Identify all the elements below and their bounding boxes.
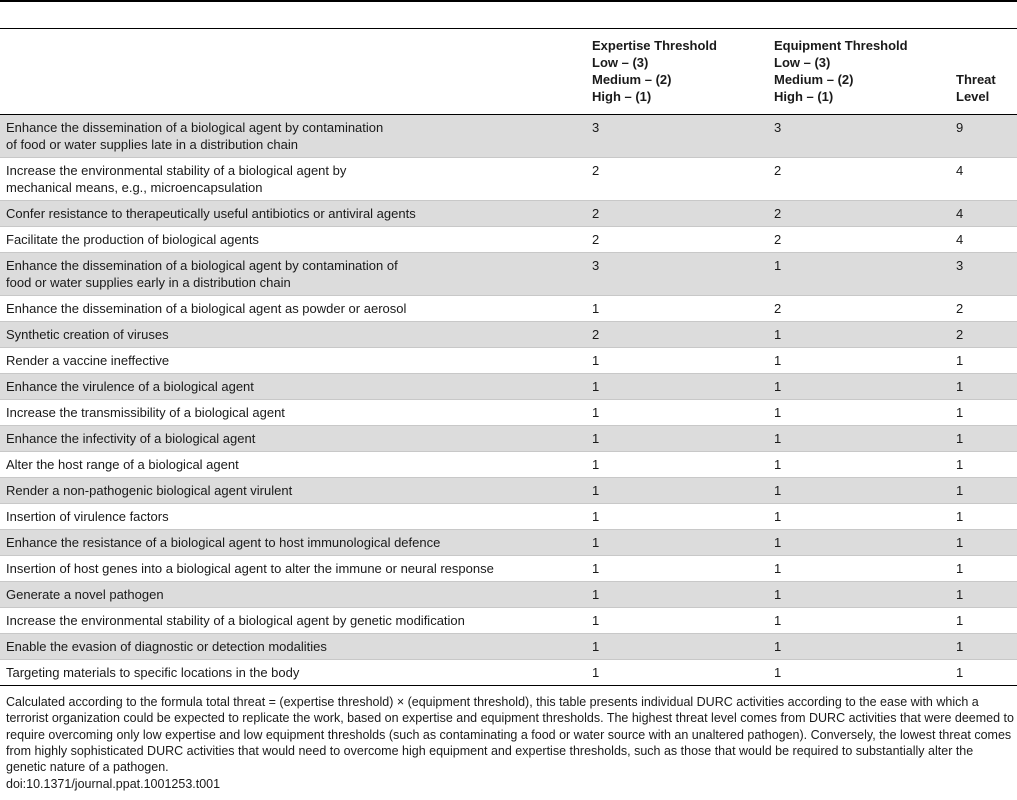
activity-text-line: Generate a novel pathogen: [6, 587, 164, 602]
threat-level-cell: 1: [950, 348, 1017, 374]
equipment-threshold-cell: 1: [768, 426, 950, 452]
header-expertise-medium: Medium – (2): [592, 72, 672, 87]
header-level-word: Level: [956, 89, 990, 104]
equipment-threshold-cell: 1: [768, 660, 950, 686]
threat-level-cell: 1: [950, 400, 1017, 426]
table-row: [0, 452, 1017, 478]
threat-level-cell: 1: [950, 582, 1017, 608]
equipment-threshold-cell: 1: [768, 348, 950, 374]
threat-level-cell: 1: [950, 426, 1017, 452]
table-row: [0, 582, 1017, 608]
expertise-threshold-cell: 1: [586, 608, 768, 634]
expertise-threshold-cell: 1: [586, 400, 768, 426]
header-equipment-high: High – (1): [774, 89, 834, 104]
expertise-threshold-cell: 1: [586, 582, 768, 608]
equipment-threshold-cell: 1: [768, 452, 950, 478]
equipment-threshold-cell: 1: [768, 530, 950, 556]
header-threat-word: Threat: [956, 72, 996, 87]
activity-text-line: Increase the environmental stability of a biological agent by genetic modification: [6, 613, 465, 628]
table-row: [0, 478, 1017, 504]
activity-cell: [0, 322, 586, 348]
activity-text-line: of food or water supplies late in a distribution chain: [6, 137, 298, 152]
header-expertise-high: High – (1): [592, 89, 652, 104]
expertise-threshold-cell: 1: [586, 634, 768, 660]
activity-cell: [0, 530, 586, 556]
expertise-threshold-cell: 1: [586, 530, 768, 556]
threat-level-cell: 1: [950, 478, 1017, 504]
equipment-threshold-cell: 2: [768, 296, 950, 322]
activity-text-line: Insertion of host genes into a biological agent to alter the immune or neural response: [6, 561, 494, 576]
durc-threat-table: [0, 28, 1017, 686]
activity-cell: [0, 374, 586, 400]
activity-cell: [0, 452, 586, 478]
equipment-threshold-cell: 1: [768, 556, 950, 582]
equipment-threshold-cell: 2: [768, 158, 950, 201]
equipment-threshold-cell: 1: [768, 253, 950, 296]
activity-text-line: Targeting materials to specific locations in the body: [6, 665, 300, 680]
table-row: [0, 608, 1017, 634]
activity-text-line: Enhance the virulence of a biological agent: [6, 379, 254, 394]
table-caption: Calculated according to the formula total threat = (expertise threshold) × (equipment threshold), this table presents individual DURC activities according to the ease with which a terrorist organization could be expected to replicate the work, based on expertise and equipment thresholds. The highest threat level comes from DURC activities that were deemed to require overcoming only low expertise and low equipment thresholds (such as contaminating a food or water source with an unaltered pathogen). Conversely, the lowest threat comes from highly sophisticated DURC activities that would need to overcome high equipment and expertise thresholds, such as those that would be required to substantially alter the genetic nature of a pathogen.: [6, 695, 1014, 775]
activity-cell: [0, 426, 586, 452]
expertise-threshold-cell: 1: [586, 452, 768, 478]
header-equipment-medium: Medium – (2): [774, 72, 854, 87]
equipment-threshold-cell: 1: [768, 608, 950, 634]
table-row: [0, 374, 1017, 400]
equipment-threshold-cell: 1: [768, 582, 950, 608]
activity-text-line: Enhance the infectivity of a biological agent: [6, 431, 256, 446]
table-row: [0, 115, 1017, 158]
threat-level-cell: 3: [950, 253, 1017, 296]
threat-level-cell: 1: [950, 608, 1017, 634]
expertise-threshold-cell: 1: [586, 348, 768, 374]
expertise-threshold-cell: 2: [586, 322, 768, 348]
header-expertise-title: Expertise Threshold: [592, 38, 717, 53]
threat-level-cell: 1: [950, 452, 1017, 478]
header-expertise-threshold: [586, 29, 768, 115]
threat-level-cell: 4: [950, 158, 1017, 201]
activity-text-line: Confer resistance to therapeutically useful antibiotics or antiviral agents: [6, 206, 416, 221]
activity-cell: [0, 582, 586, 608]
activity-cell: [0, 400, 586, 426]
activity-cell: [0, 634, 586, 660]
activity-text-line: Synthetic creation of viruses: [6, 327, 169, 342]
activity-text-line: Enhance the dissemination of a biological agent by contamination of: [6, 258, 398, 273]
activity-text-line: Insertion of virulence factors: [6, 509, 169, 524]
threat-level-cell: 1: [950, 530, 1017, 556]
activity-cell: [0, 660, 586, 686]
threat-level-cell: 2: [950, 322, 1017, 348]
activity-cell: [0, 227, 586, 253]
expertise-threshold-cell: 1: [586, 374, 768, 400]
activity-text-line: Render a non-pathogenic biological agent virulent: [6, 483, 293, 498]
expertise-threshold-cell: 1: [586, 504, 768, 530]
activity-text-line: mechanical means, e.g., microencapsulation: [6, 180, 263, 195]
table-row: [0, 530, 1017, 556]
table-row: [0, 253, 1017, 296]
threat-level-cell: 1: [950, 634, 1017, 660]
header-equipment-title: Equipment Threshold: [774, 38, 908, 53]
table-row: [0, 227, 1017, 253]
threat-level-cell: 1: [950, 660, 1017, 686]
expertise-threshold-cell: 1: [586, 296, 768, 322]
header-activity: [0, 29, 586, 115]
table-row: [0, 201, 1017, 227]
threat-level-cell: 4: [950, 227, 1017, 253]
threat-level-cell: 1: [950, 556, 1017, 582]
table-row: [0, 660, 1017, 686]
equipment-threshold-cell: 1: [768, 478, 950, 504]
activity-cell: [0, 556, 586, 582]
activity-cell: [0, 348, 586, 374]
threat-level-cell: 1: [950, 504, 1017, 530]
expertise-threshold-cell: 1: [586, 556, 768, 582]
header-threat-level: [950, 29, 1017, 115]
table-body: [0, 115, 1017, 686]
activity-text-line: Enhance the dissemination of a biological agent by contamination: [6, 120, 384, 135]
table-row: [0, 504, 1017, 530]
expertise-threshold-cell: 1: [586, 478, 768, 504]
activity-cell: [0, 504, 586, 530]
activity-text-line: Render a vaccine ineffective: [6, 353, 170, 368]
header-expertise-low: Low – (3): [592, 55, 649, 70]
equipment-threshold-cell: 2: [768, 227, 950, 253]
expertise-threshold-cell: 2: [586, 227, 768, 253]
equipment-threshold-cell: 1: [768, 400, 950, 426]
equipment-threshold-cell: 2: [768, 201, 950, 227]
expertise-threshold-cell: 1: [586, 660, 768, 686]
expertise-threshold-cell: 2: [586, 158, 768, 201]
expertise-threshold-cell: 1: [586, 426, 768, 452]
equipment-threshold-cell: 1: [768, 634, 950, 660]
table-row: [0, 296, 1017, 322]
threat-level-cell: 1: [950, 374, 1017, 400]
table-row: [0, 556, 1017, 582]
expertise-threshold-cell: 2: [586, 201, 768, 227]
activity-cell: [0, 608, 586, 634]
threat-level-cell: 9: [950, 115, 1017, 158]
activity-text-line: Increase the transmissibility of a biological agent: [6, 405, 285, 420]
activity-cell: [0, 115, 586, 158]
table-row: [0, 426, 1017, 452]
table-row: [0, 400, 1017, 426]
activity-cell: [0, 296, 586, 322]
header-row: [0, 29, 1017, 115]
table-row: [0, 158, 1017, 201]
activity-text-line: Enhance the resistance of a biological agent to host immunological defence: [6, 535, 441, 550]
table-row: [0, 634, 1017, 660]
table-row: [0, 322, 1017, 348]
activity-cell: [0, 158, 586, 201]
table-row: [0, 348, 1017, 374]
doi-reference: doi:10.1371/journal.ppat.1001253.t001: [6, 777, 221, 791]
top-rule: [0, 0, 1017, 2]
activity-text-line: Alter the host range of a biological agent: [6, 457, 239, 472]
activity-text-line: Enhance the dissemination of a biological agent as powder or aerosol: [6, 301, 407, 316]
activity-cell: [0, 201, 586, 227]
equipment-threshold-cell: 1: [768, 374, 950, 400]
header-equipment-threshold: [768, 29, 950, 115]
activity-cell: [0, 478, 586, 504]
threat-level-cell: 4: [950, 201, 1017, 227]
equipment-threshold-cell: 1: [768, 322, 950, 348]
expertise-threshold-cell: 3: [586, 115, 768, 158]
table-header: [0, 29, 1017, 115]
equipment-threshold-cell: 1: [768, 504, 950, 530]
header-equipment-low: Low – (3): [774, 55, 831, 70]
equipment-threshold-cell: 3: [768, 115, 950, 158]
activity-text-line: Facilitate the production of biological agents: [6, 232, 259, 247]
activity-text-line: Enable the evasion of diagnostic or detection modalities: [6, 639, 327, 654]
activity-cell: [0, 253, 586, 296]
expertise-threshold-cell: 3: [586, 253, 768, 296]
activity-text-line: Increase the environmental stability of a biological agent by: [6, 163, 347, 178]
threat-level-cell: 2: [950, 296, 1017, 322]
activity-text-line: food or water supplies early in a distribution chain: [6, 275, 291, 290]
